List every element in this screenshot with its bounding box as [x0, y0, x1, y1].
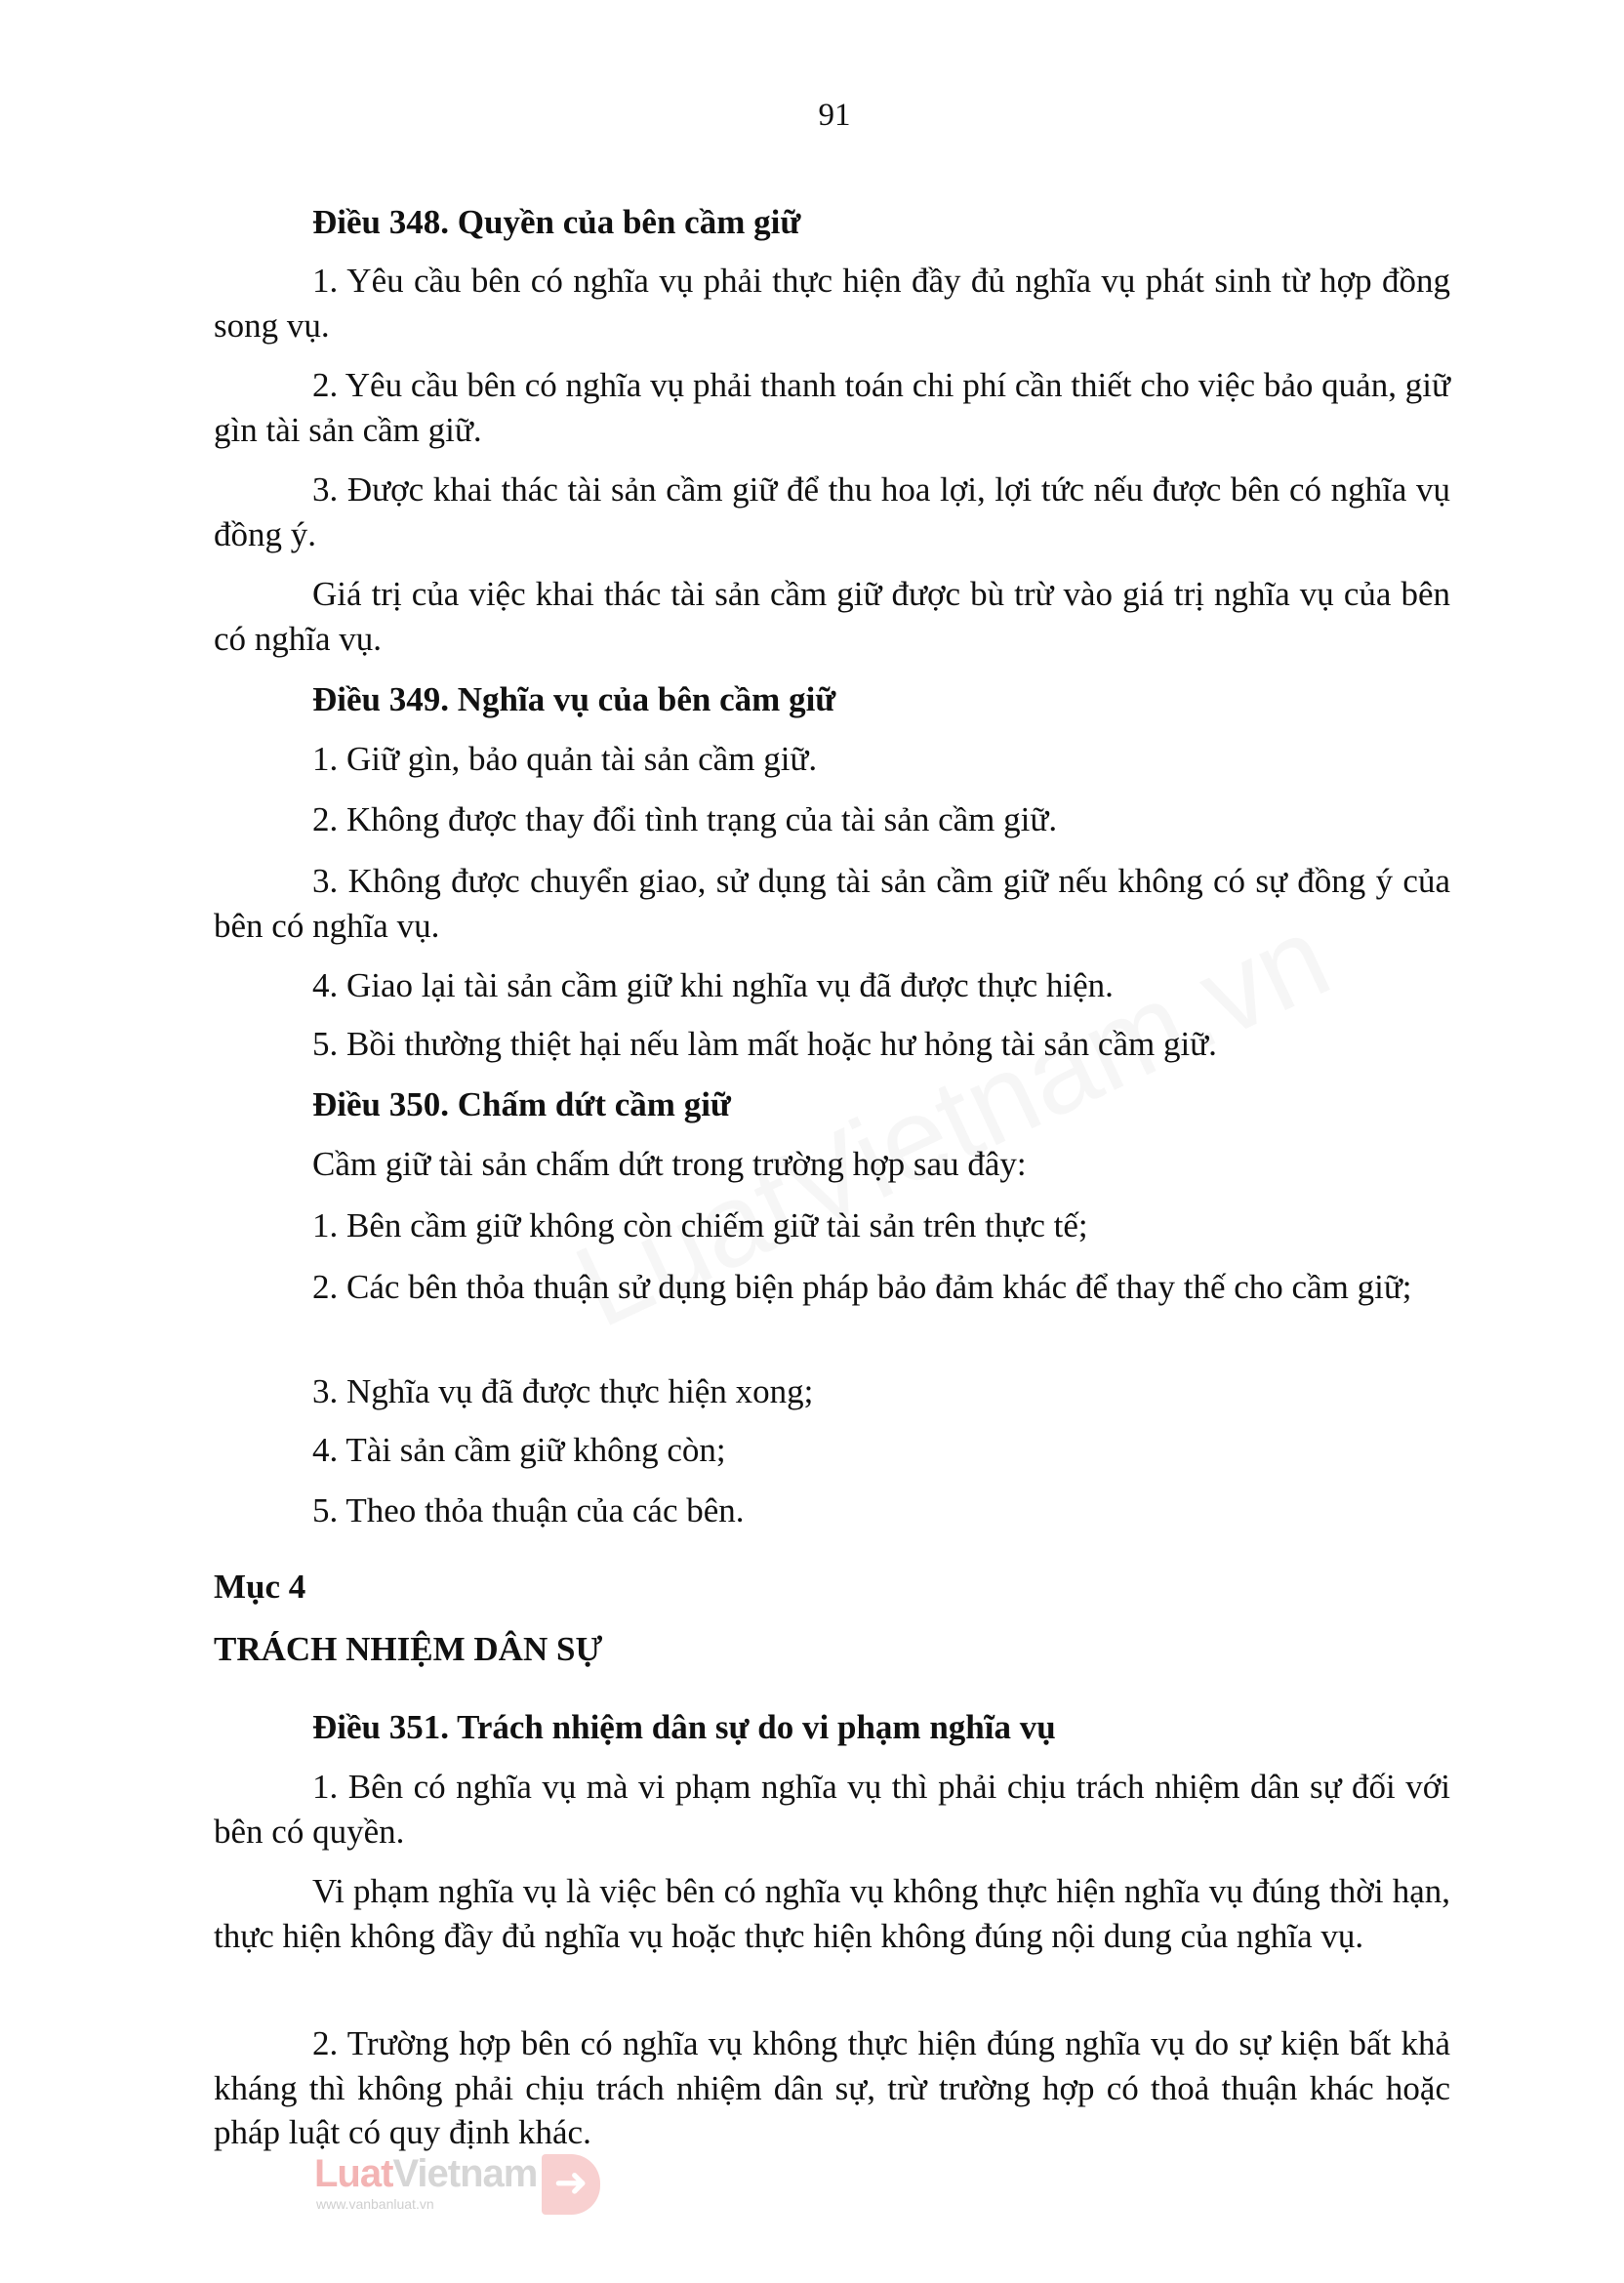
article-350-intro: Cầm giữ tài sản chấm dứt trong trường hợp sau đây: [312, 1145, 1027, 1183]
article-350-clause-3: 3. Nghĩa vụ đã được thực hiện xong; [312, 1372, 814, 1410]
article-350-clause-4: 4. Tài sản cầm giữ không còn; [312, 1431, 726, 1469]
article-348-clause-3: 3. Được khai thác tài sản cầm giữ để thu hoa lợi, lợi tức nếu được bên có nghĩa vụ đồng ý. [214, 470, 1450, 553]
logo-url: www.vanbanluat.vn [316, 2196, 434, 2212]
article-351-title: Điều 351. Trách nhiệm dân sự do vi phạm nghĩa vụ [312, 1708, 1056, 1746]
article-349-title: Điều 349. Nghĩa vụ của bên cầm giữ [312, 680, 836, 718]
article-348-clause-2: 2. Yêu cầu bên có nghĩa vụ phải thanh toán chi phí cần thiết cho việc bảo quản, giữ gìn tài sản cầm giữ. [214, 366, 1450, 449]
article-349-clause-1: 1. Giữ gìn, bảo quản tài sản cầm giữ. [312, 740, 818, 778]
article-351-paragraph: Vi phạm nghĩa vụ là việc bên có nghĩa vụ không thực hiện nghĩa vụ đúng thời hạn, thực hiện không đầy đủ nghĩa vụ hoặc thực hiện không đúng nội dung của nghĩa vụ. [214, 1872, 1450, 1955]
article-348-clause-1: 1. Yêu cầu bên có nghĩa vụ phải thực hiện đầy đủ nghĩa vụ phát sinh từ hợp đồng song vụ. [214, 262, 1450, 345]
article-349-clause-5: 5. Bồi thường thiệt hại nếu làm mất hoặc hư hỏng tài sản cầm giữ. [312, 1025, 1217, 1063]
article-348-paragraph: Giá trị của việc khai thác tài sản cầm giữ được bù trừ vào giá trị nghĩa vụ của bên có nghĩa vụ. [214, 575, 1450, 658]
article-349-clause-2: 2. Không được thay đổi tình trạng của tài sản cầm giữ. [312, 800, 1058, 838]
luatvietnam-logo [314, 2152, 597, 2221]
article-350-clause-1: 1. Bên cầm giữ không còn chiếm giữ tài sản trên thực tế; [312, 1206, 1088, 1244]
logo-word-1: Luat [314, 2152, 393, 2195]
article-350-clause-5: 5. Theo thỏa thuận của các bên. [312, 1491, 745, 1529]
article-349-clause-3: 3. Không được chuyển giao, sử dụng tài sản cầm giữ nếu không có sự đồng ý của bên có nghĩa vụ. [214, 862, 1450, 945]
logo-wordmark [314, 2152, 537, 2195]
logo-word-2: Vietnam [392, 2152, 538, 2195]
article-351-clause-1: 1. Bên có nghĩa vụ mà vi phạm nghĩa vụ thì phải chịu trách nhiệm dân sự đối với bên có quyền. [214, 1768, 1450, 1851]
arrow-icon: ➜ [542, 2154, 600, 2215]
article-350-title: Điều 350. Chấm dứt cầm giữ [312, 1085, 731, 1123]
section-label: Mục 4 [214, 1568, 306, 1606]
article-351-clause-2: 2. Trường hợp bên có nghĩa vụ không thực hiện đúng nghĩa vụ do sự kiện bất khả kháng thì không phải chịu trách nhiệm dân sự, trừ trường hợp có thoả thuận khác hoặc pháp luật có quy định khác. [214, 2024, 1450, 2151]
article-350-clause-2: 2. Các bên thỏa thuận sử dụng biện pháp bảo đảm khác để thay thế cho cầm giữ; [312, 1268, 1412, 1306]
article-349-clause-4: 4. Giao lại tài sản cầm giữ khi nghĩa vụ đã được thực hiện. [312, 966, 1114, 1004]
article-348-title: Điều 348. Quyền của bên cầm giữ [312, 203, 801, 241]
section-title: TRÁCH NHIỆM DÂN SỰ [214, 1630, 603, 1668]
page-number: 91 [818, 98, 851, 133]
